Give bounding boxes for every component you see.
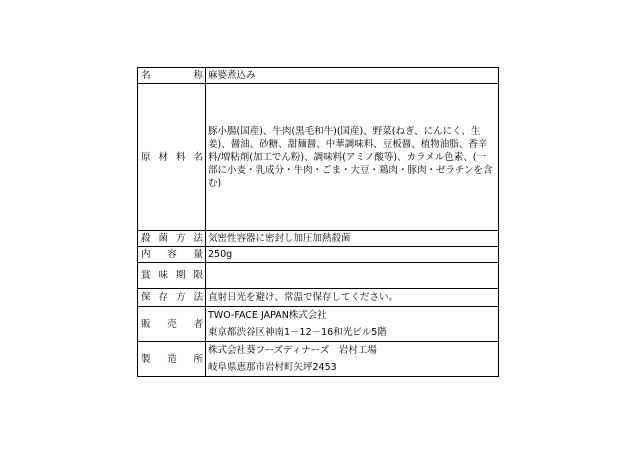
label-expiry: 賞 味 期 限 [138,263,206,289]
manufacturer-company: 株式会社葵フーズディナーズ 岩村工場 [208,345,377,356]
label-storage: 保 存 方 法 [138,289,206,307]
row-contents [138,247,499,263]
label-seller: 販 売 者 [138,307,206,342]
row-manufacturer [138,342,499,377]
row-seller [138,307,499,342]
value-sterilization: 気密性容器に密封し加圧加熱殺菌 [206,231,499,247]
value-manufacturer [206,342,499,377]
seller-company: TWO-FACE JAPAN株式会社 [208,310,327,321]
value-seller [206,307,499,342]
row-ingredients [138,84,499,231]
manufacturer-address: 岐阜県恵那市岩村町矢坪2453 [208,362,337,373]
value-storage: 直射日光を避け、常温で保存してください。 [206,289,499,307]
value-expiry [206,263,499,289]
label-contents: 内 容 量 [138,247,206,263]
value-ingredients: 豚小腸(国産)、牛肉(黒毛和牛)(国産)、野菜(ねぎ、にんにく、生姜)、醤油、砂糖、甜麺醤、中華調味料、豆板醤、植物油脂、香辛料/増粘剤(加工でん粉)、調味料(アミノ酸等)、カラメル色素、(一部に小麦・乳成分・牛肉・ごま・大豆・鶏肉・豚肉・ゼラチンを含む) [206,84,499,231]
label-sterilization: 殺 菌 方 法 [138,231,206,247]
value-name: 麻婆煮込み [206,68,499,84]
label-ingredients: 原 材 料 名 [138,84,206,231]
row-expiry [138,263,499,289]
label-manufacturer: 製 造 所 [138,342,206,377]
product-label-table [137,67,499,377]
row-name [138,68,499,84]
row-sterilization [138,231,499,247]
row-storage [138,289,499,307]
label-name: 名 称 [138,68,206,84]
seller-address: 東京都渋谷区神南1－12－16和光ビル5階 [208,327,387,338]
value-contents: 250g [206,247,499,263]
